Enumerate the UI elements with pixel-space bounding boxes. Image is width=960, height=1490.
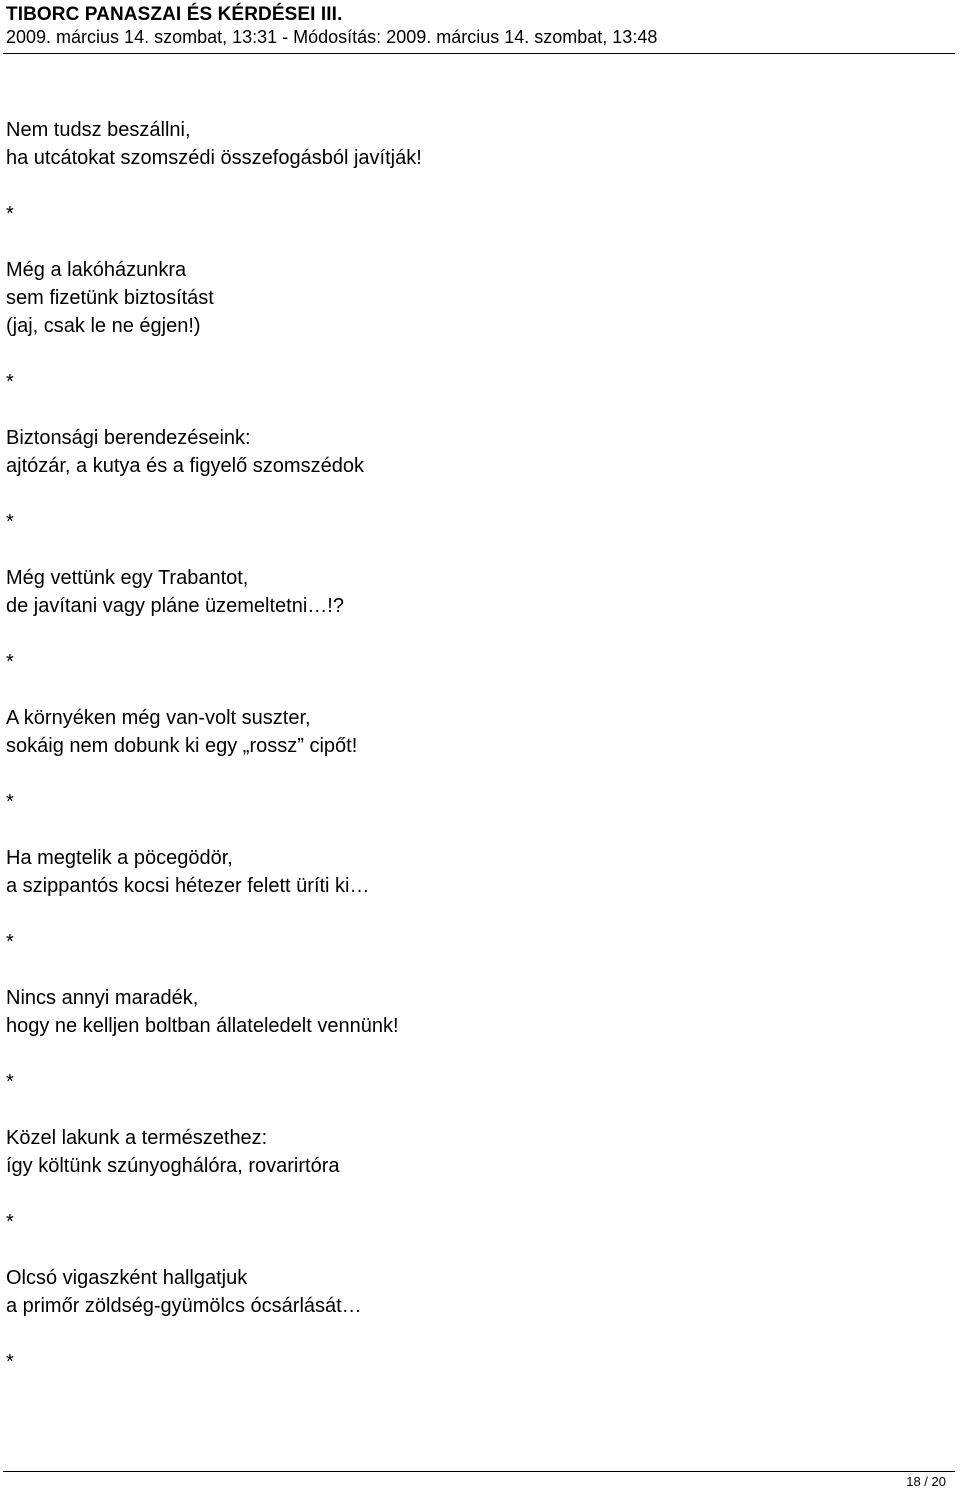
blank-line [6, 480, 946, 508]
stanza-separator: * [6, 511, 14, 533]
footer-divider [3, 1471, 955, 1472]
stanza-separator: * [6, 1071, 14, 1093]
blank-line [6, 536, 946, 564]
blank-line [6, 1236, 946, 1264]
blank-line [6, 816, 946, 844]
poem-line: Ha megtelik a pöcegödör, [6, 847, 233, 869]
poem-line: Nem tudsz beszállni, [6, 119, 191, 141]
poem-line: Még a lakóházunkra [6, 259, 187, 281]
stanza-separator: * [6, 1211, 14, 1233]
poem-line: Biztonsági berendezéseink: [6, 427, 251, 449]
poem-line: A környéken még van-volt suszter, [6, 707, 311, 729]
poem-line: ha utcátokat szomszédi összefogásból javítják! [6, 147, 422, 169]
stanza [6, 256, 946, 340]
stanza [6, 984, 946, 1040]
blank-line [6, 1040, 946, 1068]
document-header [6, 4, 954, 48]
document-date-meta: 2009. március 14. szombat, 13:31 - Módosítás: 2009. március 14. szombat, 13:48 [6, 27, 658, 47]
stanza [6, 844, 946, 900]
blank-line [6, 676, 946, 704]
blank-line [6, 900, 946, 928]
poem-line: Közel lakunk a természethez: [6, 1127, 268, 1149]
stanza [6, 116, 946, 172]
blank-line [6, 1096, 946, 1124]
blank-line [6, 956, 946, 984]
poem-line: sokáig nem dobunk ki egy „rossz” cipőt! [6, 735, 358, 757]
document-title: TIBORC PANASZAI ÉS KÉRDÉSEI III. [6, 4, 343, 25]
poem-line: így költünk szúnyoghálóra, rovarirtóra [6, 1155, 340, 1177]
stanza [6, 704, 946, 760]
stanza [6, 1264, 946, 1320]
blank-line [6, 396, 946, 424]
poem-line: hogy ne kelljen boltban állateledelt vennünk! [6, 1015, 399, 1037]
blank-line [6, 340, 946, 368]
blank-line [6, 620, 946, 648]
stanza-separator: * [6, 203, 14, 225]
poem-line: (jaj, csak le ne égjen!) [6, 315, 201, 337]
poem-line: Olcsó vigaszként hallgatjuk [6, 1267, 248, 1289]
stanza-separator: * [6, 1351, 14, 1373]
blank-line [6, 1320, 946, 1348]
blank-line [6, 172, 946, 200]
blank-line [6, 1180, 946, 1208]
poem-line: sem fizetünk biztosítást [6, 287, 214, 309]
blank-line [6, 228, 946, 256]
stanza-separator: * [6, 651, 14, 673]
stanza [6, 1124, 946, 1180]
stanza-separator: * [6, 931, 14, 953]
blank-line [6, 760, 946, 788]
poem-line: ajtózár, a kutya és a figyelő szomszédok [6, 455, 364, 477]
poem-line: de javítani vagy pláne üzemeltetni…!? [6, 595, 344, 617]
stanza-separator: * [6, 371, 14, 393]
page-number: 18 / 20 [906, 1474, 946, 1489]
header-divider [3, 53, 955, 54]
poem-line: a szippantós kocsi hétezer felett üríti ki… [6, 875, 370, 897]
stanza [6, 564, 946, 620]
poem-body [6, 116, 946, 1376]
poem-line: a primőr zöldség-gyümölcs ócsárlását… [6, 1295, 362, 1317]
stanza-separator: * [6, 791, 14, 813]
stanza [6, 424, 946, 480]
poem-line: Még vettünk egy Trabantot, [6, 567, 249, 589]
poem-line: Nincs annyi maradék, [6, 987, 199, 1009]
